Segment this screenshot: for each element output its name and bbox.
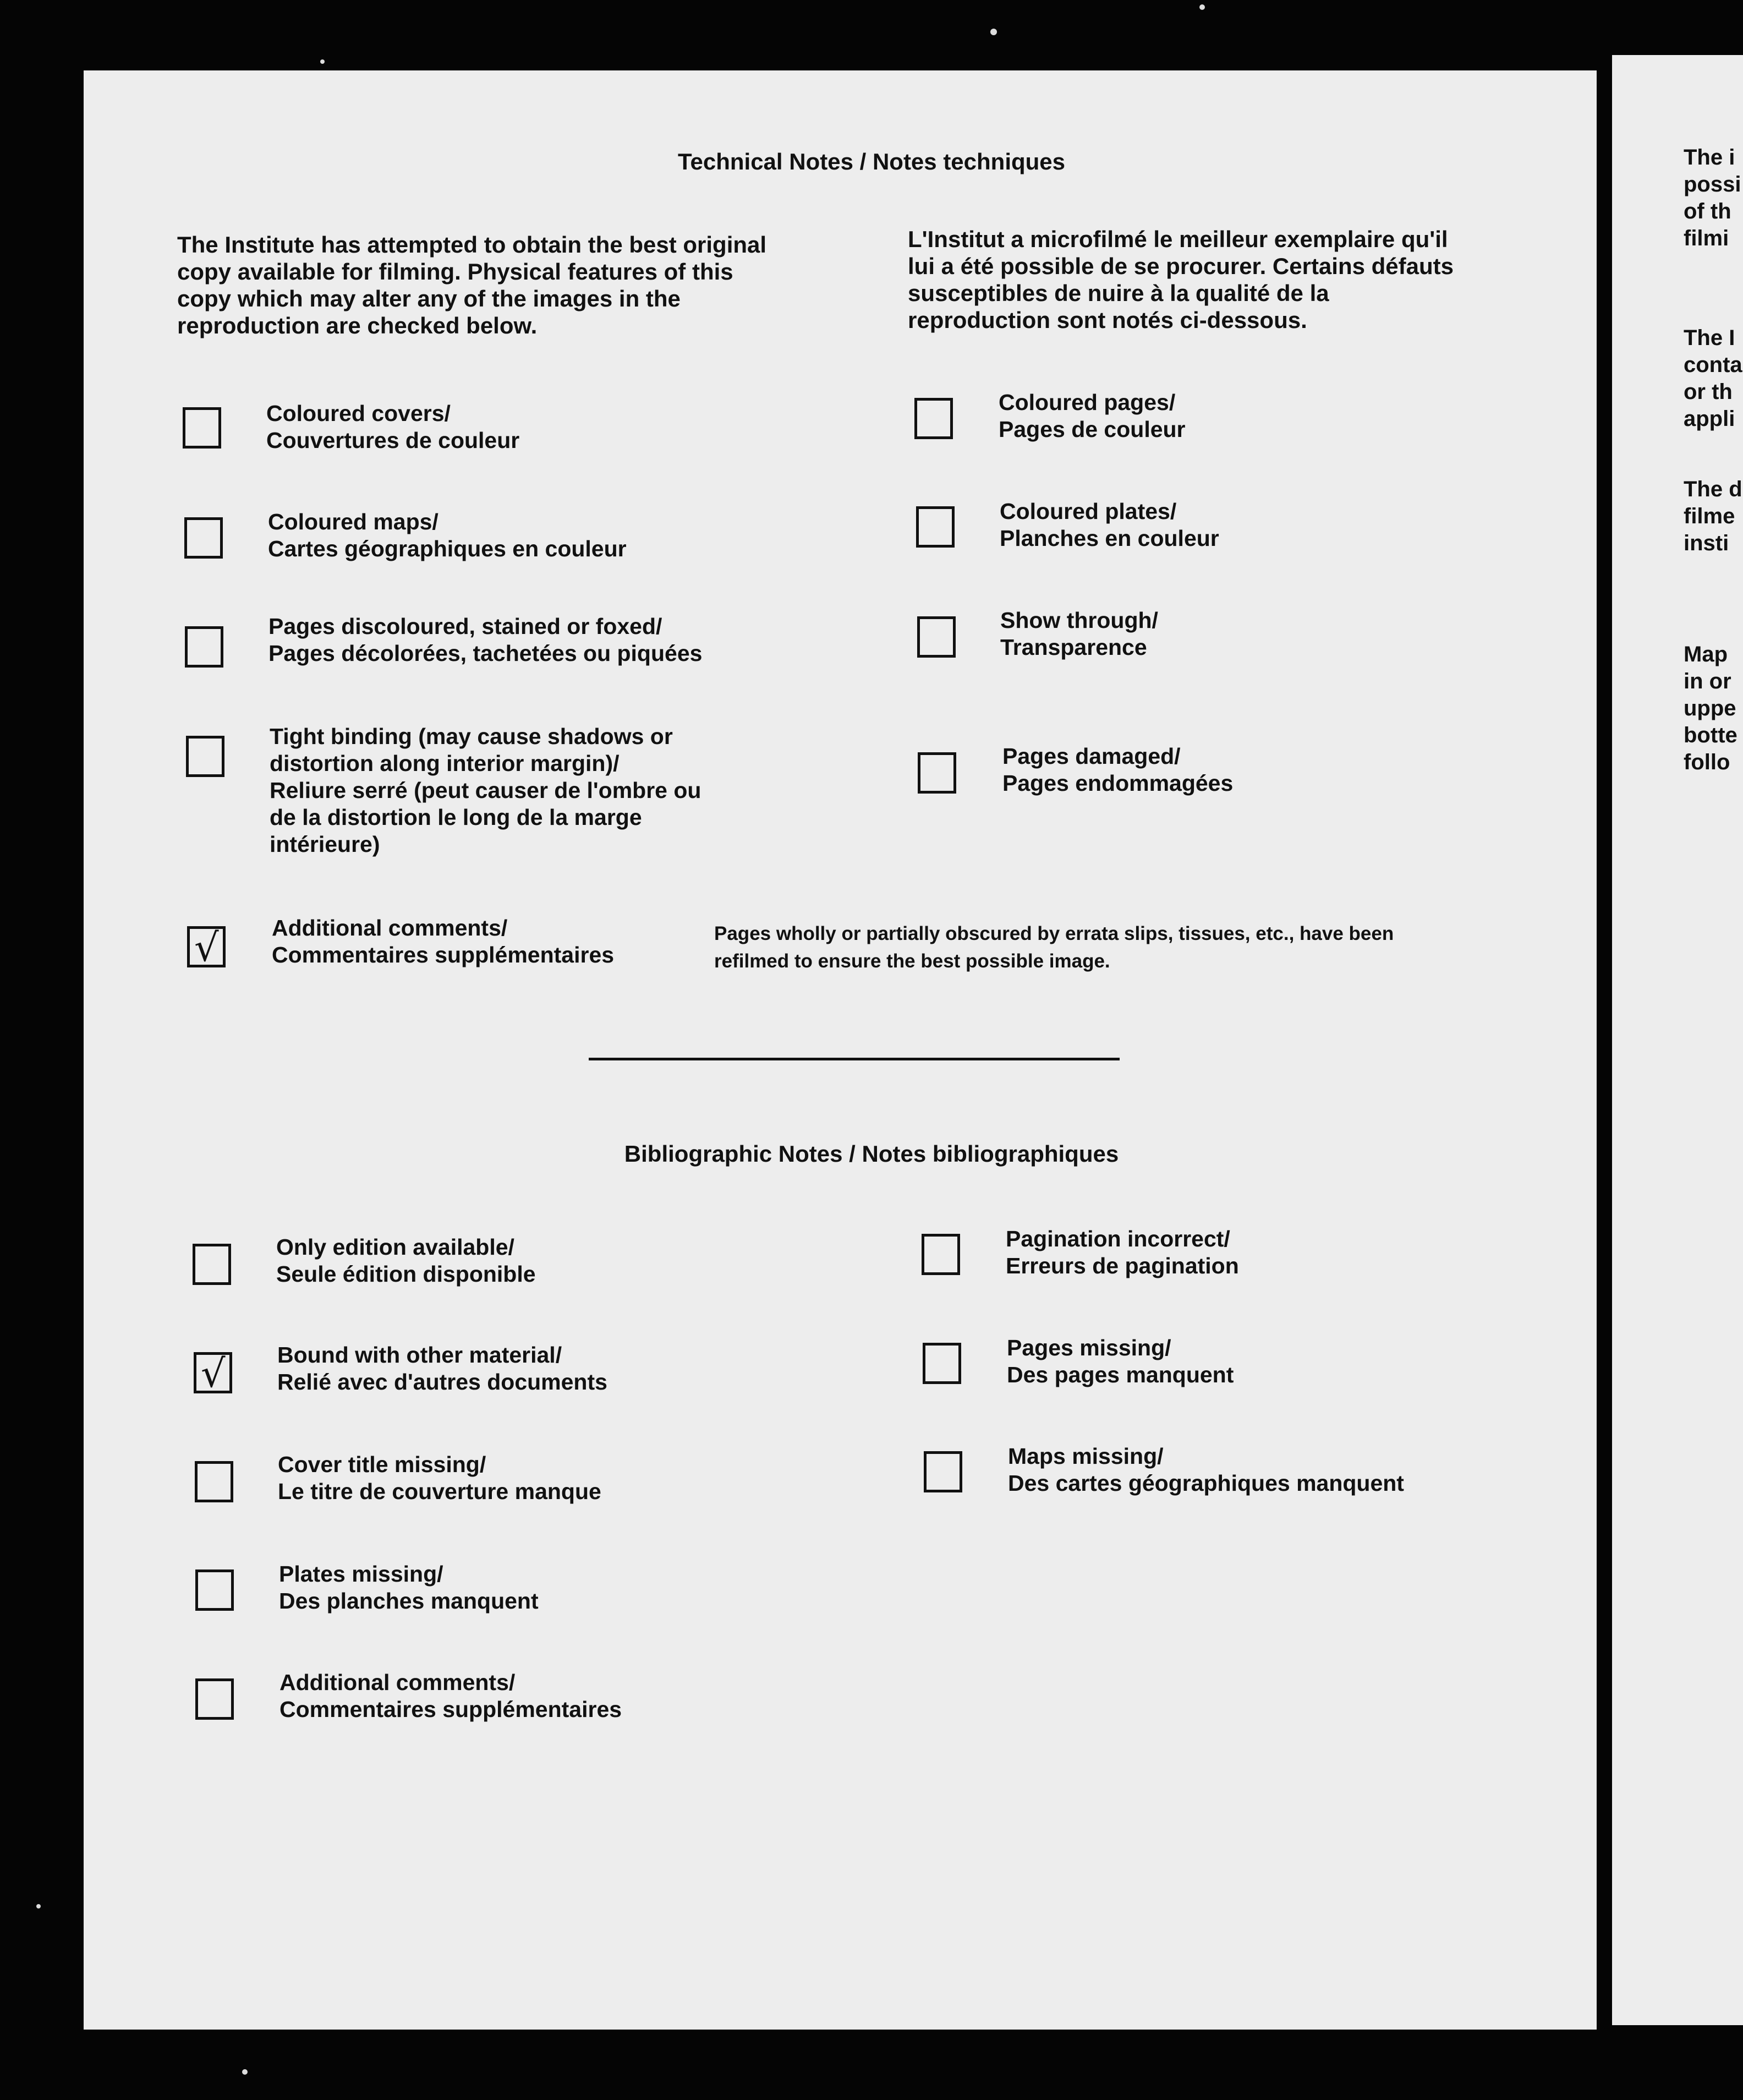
side-text: appli <box>1684 407 1735 431</box>
label-en: Maps missing/ <box>1008 1443 1164 1469</box>
plates-missing-checkbox[interactable] <box>195 1569 234 1611</box>
label-fr: Pages endommagées <box>1002 770 1234 796</box>
label-line: de la distortion le long de la marge <box>270 805 642 830</box>
scan-speck <box>1199 4 1205 10</box>
side-text: The i <box>1684 145 1735 169</box>
cover-title-missing-label <box>278 1451 601 1505</box>
coloured-maps-checkbox[interactable] <box>184 517 223 559</box>
label-fr: Planches en couleur <box>1000 526 1219 551</box>
maps-missing-label <box>1008 1443 1404 1497</box>
side-text: follo <box>1684 750 1730 774</box>
label-line: Tight binding (may cause shadows or <box>270 724 673 749</box>
scan-speck <box>990 29 997 35</box>
side-text: botte <box>1684 723 1737 747</box>
pagination-incorrect-checkbox[interactable] <box>922 1234 960 1275</box>
side-text: filmi <box>1684 226 1729 250</box>
check-mark-icon: √ <box>201 1351 226 1396</box>
side-text: possi <box>1684 172 1741 196</box>
scan-speck <box>320 59 325 64</box>
label-en: Additional comments/ <box>272 915 508 940</box>
bound-with-label <box>277 1342 607 1396</box>
tight-binding-label <box>270 723 701 858</box>
label-fr: Commentaires supplémentaires <box>272 942 615 967</box>
side-text: in or <box>1684 669 1731 693</box>
pages-missing-checkbox[interactable] <box>923 1343 961 1384</box>
label-fr: Seule édition disponible <box>276 1261 536 1287</box>
label-fr: Erreurs de pagination <box>1006 1253 1239 1278</box>
intro-english: The Institute has attempted to obtain the best original copy available for filming. Physical features of this copy which may alter any of the images in the reproduction are checked below. <box>177 232 767 338</box>
coloured-plates-label <box>1000 498 1219 552</box>
label-en: Pagination incorrect/ <box>1006 1226 1230 1251</box>
label-fr: Le titre de couverture manque <box>278 1479 601 1504</box>
coloured-covers-checkbox[interactable] <box>183 407 221 449</box>
label-en: Cover title missing/ <box>278 1452 486 1477</box>
pages-damaged-label <box>1002 743 1233 797</box>
side-text: Map <box>1684 642 1728 666</box>
label-en: Coloured pages/ <box>999 390 1176 415</box>
pages-discoloured-label <box>268 613 702 667</box>
plates-missing-label <box>279 1561 539 1615</box>
label-line: intérieure) <box>270 832 380 857</box>
additional-comments-label <box>272 915 614 969</box>
only-edition-label <box>276 1234 536 1288</box>
label-en: Coloured maps/ <box>268 509 439 534</box>
additional-comments-text: Pages wholly or partially obscured by errata slips, tissues, etc., have been refilmed to ensure the best possible image. <box>714 923 1394 972</box>
side-text: of th <box>1684 199 1731 223</box>
label-en: Coloured covers/ <box>266 401 451 426</box>
cover-title-missing-checkbox[interactable] <box>195 1461 233 1502</box>
label-fr: Commentaires supplémentaires <box>279 1697 622 1722</box>
check-mark-icon: √ <box>194 925 219 970</box>
show-through-checkbox[interactable] <box>917 616 956 658</box>
side-text: insti <box>1684 531 1729 555</box>
side-text: or th <box>1684 380 1733 404</box>
technical-notes-title: Technical Notes / Notes techniques <box>677 149 1066 174</box>
tight-binding-checkbox[interactable] <box>186 736 224 777</box>
label-line: distortion along interior margin)/ <box>270 751 620 776</box>
label-fr: Des planches manquent <box>279 1588 539 1614</box>
side-text: uppe <box>1684 696 1736 720</box>
label-fr: Relié avec d'autres documents <box>277 1369 607 1394</box>
intro-french: L'Institut a microfilmé le meilleur exemplaire qu'il lui a été possible de se procurer. Certains défauts susceptibles de nuire à la qualité de la reproduction sont notés ci-dessous. <box>908 226 1454 333</box>
coloured-plates-checkbox[interactable] <box>916 506 955 548</box>
label-fr: Pages de couleur <box>999 417 1186 442</box>
coloured-covers-label <box>266 400 519 454</box>
additional-comments-biblio-checkbox[interactable] <box>195 1678 234 1720</box>
pagination-incorrect-label <box>1006 1226 1239 1279</box>
label-fr: Pages décolorées, tachetées ou piquées <box>268 641 703 666</box>
side-text: The I <box>1684 326 1735 350</box>
pages-missing-label <box>1007 1335 1234 1388</box>
label-en: Coloured plates/ <box>1000 499 1177 524</box>
pages-discoloured-checkbox[interactable] <box>185 626 223 668</box>
label-en: Additional comments/ <box>279 1670 516 1695</box>
label-en: Bound with other material/ <box>277 1342 562 1368</box>
label-en: Plates missing/ <box>279 1561 443 1587</box>
adjacent-page-fragment <box>1612 55 1743 2025</box>
coloured-pages-label <box>999 389 1186 443</box>
maps-missing-checkbox[interactable] <box>924 1451 962 1492</box>
label-en: Show through/ <box>1000 608 1158 633</box>
document-page <box>84 70 1597 2030</box>
label-fr: Des cartes géographiques manquent <box>1008 1470 1404 1496</box>
label-line: Reliure serré (peut causer de l'ombre ou <box>270 778 701 803</box>
additional-comments-checkbox[interactable] <box>187 925 226 970</box>
additional-comments-biblio-label <box>279 1669 622 1723</box>
side-text: filme <box>1684 504 1735 528</box>
scan-speck <box>36 1904 41 1908</box>
coloured-pages-checkbox[interactable] <box>914 398 953 439</box>
side-text: conta <box>1684 353 1742 377</box>
bound-with-checkbox[interactable] <box>194 1351 232 1396</box>
label-en: Pages missing/ <box>1007 1335 1171 1360</box>
label-fr: Couvertures de couleur <box>266 428 520 453</box>
scan-speck <box>242 2069 248 2075</box>
coloured-maps-label <box>268 508 627 562</box>
label-fr: Cartes géographiques en couleur <box>268 536 627 561</box>
label-fr: Des pages manquent <box>1007 1362 1234 1387</box>
label-fr: Transparence <box>1000 635 1147 660</box>
only-edition-checkbox[interactable] <box>193 1244 231 1285</box>
label-en: Pages damaged/ <box>1002 743 1181 769</box>
bibliographic-notes-title: Bibliographic Notes / Notes bibliographiques <box>624 1141 1119 1167</box>
side-text: The d <box>1684 477 1742 501</box>
label-en: Only edition available/ <box>276 1234 514 1260</box>
label-en: Pages discoloured, stained or foxed/ <box>268 614 662 639</box>
section-divider <box>589 1058 1120 1060</box>
pages-damaged-checkbox[interactable] <box>918 752 956 794</box>
show-through-label <box>1000 607 1158 661</box>
